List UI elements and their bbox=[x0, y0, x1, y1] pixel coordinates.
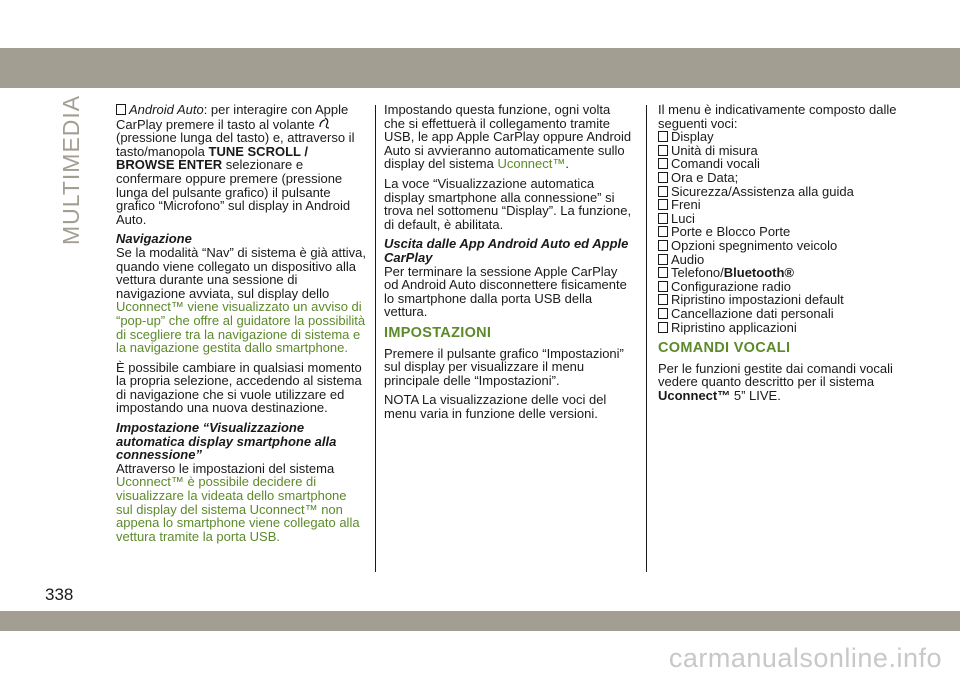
menu-item: Unità di misura bbox=[658, 144, 918, 158]
menu-intro: Il menu è indicativamente composto dalle seguenti voci: bbox=[658, 102, 897, 131]
voice-commands-heading: COMANDI VOCALI bbox=[658, 340, 791, 357]
checkbox-bullet-icon bbox=[658, 267, 668, 278]
settings-note: NOTA La visualizzazione delle voci del menu varia in funzione delle versioni. bbox=[384, 392, 607, 421]
auto-display-note: La voce “Visualizzazione automatica display smartphone alla connessione” si trova nel sottomenu “Display”. La funzione, di default, è abilitata. bbox=[384, 175, 632, 232]
menu-item: Freni bbox=[658, 198, 918, 212]
column-3 bbox=[658, 103, 918, 408]
menu-item: Ripristino applicazioni bbox=[658, 321, 918, 335]
nav-paragraph-2: È possibile cambiare in qualsiasi momento la propria selezione, accedendo al sistema di navigazione che si vuole utilizzare ed impostando una nuova destinazione. bbox=[116, 359, 362, 416]
voice-commands-paragraph: Per le funzioni gestite dai comandi vocali vedere quanto descritto per il sistema Uconnect™ 5” LIVE. bbox=[658, 360, 893, 403]
checkbox-bullet-icon bbox=[658, 294, 668, 305]
menu-item: Sicurezza/Assistenza alla guida bbox=[658, 185, 918, 199]
header-bar bbox=[0, 48, 960, 88]
menu-item: Telefono/Bluetooth® bbox=[658, 266, 918, 280]
menu-item: Audio bbox=[658, 253, 918, 267]
nav-heading: Navigazione bbox=[116, 231, 192, 247]
menu-item: Luci bbox=[658, 212, 918, 226]
checkbox-bullet-icon bbox=[658, 186, 668, 197]
checkbox-bullet-icon bbox=[658, 172, 668, 183]
checkbox-bullet-icon bbox=[658, 254, 668, 265]
checkbox-bullet-icon bbox=[116, 104, 126, 115]
exit-paragraph: Per terminare la sessione Apple CarPlay od Android Auto disconnettere fisicamente lo smartphone dalla porta USB della vettura. bbox=[384, 263, 627, 320]
checkbox-bullet-icon bbox=[658, 131, 668, 142]
watermark-text: carmanualsonline.info bbox=[668, 643, 942, 673]
setting-paragraph: Attraverso le impostazioni del sistema Uconnect™ è possibile decidere di visualizzare la videata dello smartphone sul display del sistema Uconnect™ non appena lo smartphone viene collegato alla vettura tramite la porta USB. bbox=[116, 460, 360, 544]
settings-heading: IMPOSTAZIONI bbox=[384, 324, 492, 341]
checkbox-bullet-icon bbox=[658, 308, 668, 319]
column-divider-1 bbox=[375, 105, 376, 572]
footer-bar bbox=[0, 611, 960, 631]
checkbox-bullet-icon bbox=[658, 322, 668, 333]
checkbox-bullet-icon bbox=[658, 240, 668, 251]
menu-item: Configurazione radio bbox=[658, 280, 918, 294]
checkbox-bullet-icon bbox=[658, 226, 668, 237]
exit-heading: Uscita dalle App Android Auto ed Apple CarPlay bbox=[384, 236, 629, 265]
menu-item: Ora e Data; bbox=[658, 171, 918, 185]
checkbox-bullet-icon bbox=[658, 213, 668, 224]
android-auto-lead: Android Auto bbox=[129, 102, 204, 117]
menu-item: Comandi vocali bbox=[658, 157, 918, 171]
menu-item: Ripristino impostazioni default bbox=[658, 293, 918, 307]
auto-display-paragraph: Impostando questa funzione, ogni volta che si effettuerà il collegamento tramite USB, le app Apple CarPlay oppure Android Auto si avvieranno automaticamente sullo display del sistema Uconnect™. bbox=[384, 102, 632, 172]
column-divider-2 bbox=[646, 105, 647, 572]
setting-heading: Impostazione “Visualizzazione automatica display smartphone alla connessione” bbox=[116, 420, 337, 463]
menu-item: Cancellazione dati personali bbox=[658, 307, 918, 321]
nav-paragraph: Se la modalità “Nav” di sistema è già attiva, quando viene collegato un dispositivo alla vettura durante una sessione di navigazione avviata, sul display dello Uconnect™ viene visualizzato un avviso di “pop-up” che offre al guidatore la possibilità di scegliere tra la navigazione di sistema e la navigazione gestita dallo smartphone. bbox=[116, 244, 366, 356]
tune-scroll-label: TUNE SCROLL / BROWSE ENTER bbox=[116, 143, 308, 173]
menu-list bbox=[658, 130, 918, 334]
column-2 bbox=[384, 103, 634, 426]
watermark-area bbox=[0, 631, 960, 678]
uconnect-setting-text: Uconnect™ è possibile decidere di visualizzare la videata dello smartphone sul display del sistema Uconnect™ non appena lo smartphone viene collegato alla vettura tramite la porta USB. bbox=[116, 474, 360, 544]
android-auto-paragraph: Android Auto: per interagire con Apple CarPlay premere il tasto al volante (pressione lunga del tasto) e, attraverso il tasto/manopola TUNE SCROLL / BROWSE ENTER selezionare e confermare oppure premere (pressione lunga del pulsante grafico) il pulsante grafico “Microfono” sul display in Android Auto. bbox=[116, 102, 355, 227]
column-1 bbox=[116, 103, 366, 549]
settings-paragraph: Premere il pulsante grafico “Impostazioni” sul display per visualizzare il menu principale delle “Impostazioni”. bbox=[384, 345, 624, 388]
checkbox-bullet-icon bbox=[658, 145, 668, 156]
checkbox-bullet-icon bbox=[658, 281, 668, 292]
menu-item: Porte e Blocco Porte bbox=[658, 225, 918, 239]
menu-item: Display bbox=[658, 130, 918, 144]
checkbox-bullet-icon bbox=[658, 199, 668, 210]
uconnect-link-text: Uconnect™ viene visualizzato un avviso di “pop-up” che offre al guidatore la possibilità di scegliere tra la navigazione di sistema e la navigazione gestita dallo smartphone. bbox=[116, 299, 366, 356]
menu-item: Opzioni spegnimento veicolo bbox=[658, 239, 918, 253]
page-number: 338 bbox=[45, 585, 74, 604]
checkbox-bullet-icon bbox=[658, 158, 668, 169]
section-label: MULTIMEDIA bbox=[58, 94, 84, 245]
